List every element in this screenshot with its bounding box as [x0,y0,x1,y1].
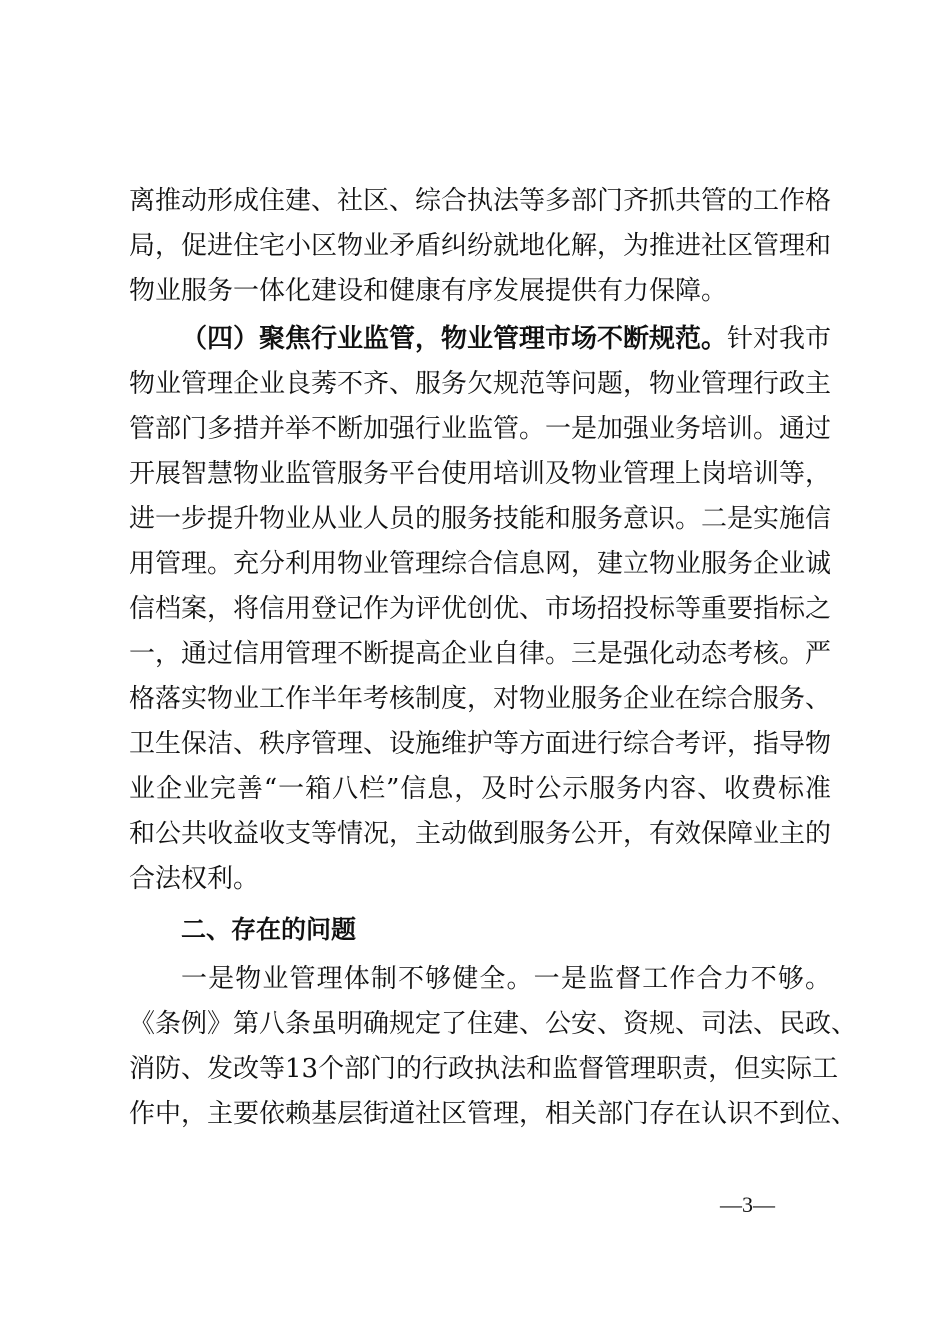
section-four-line-5: 进一步提升物业从业人员的服务技能和服务意识。二是实施信 [129,504,832,534]
issues-line-1: 一是物业管理体制不够健全。一是监督工作合力不够。 [181,964,831,994]
section-four-line-1 [181,318,831,360]
issues-line-2: 《条例》第八条虽明确规定了住建、公安、资规、司法、民政、 [129,1009,858,1039]
section-four-line-4: 开展智慧物业监管服务平台使用培训及物业管理上岗培训等， [129,459,832,489]
paragraph-line-3: 物业服务一体化建设和健康有序发展提供有力保障。 [129,276,728,306]
issues-line-4: 作中，主要依赖基层街道社区管理，相关部门存在认识不到位、 [129,1099,858,1129]
section-four-line-6: 用管理。充分利用物业管理综合信息网，建立物业服务企业诚 [129,549,832,579]
section-four-text-start: 针对我市 [727,324,832,354]
section-four-line-3: 管部门多措并举不断加强行业监管。一是加强业务培训。通过 [129,414,832,444]
paragraph-line-2: 局，促进住宅小区物业矛盾纠纷就地化解，为推进社区管理和 [129,231,832,261]
section-four-line-2: 物业管理企业良莠不齐、服务欠规范等问题，物业管理行政主 [129,369,832,399]
section-heading-issues: 二、存在的问题 [181,915,357,944]
section-four-title: （四）聚焦行业监管，物业管理市场不断规范。 [181,324,728,354]
page-number: —3— [720,1192,775,1217]
paragraph-line-1: 离推动形成住建、社区、综合执法等多部门齐抓共管的工作格 [129,186,832,216]
section-four-line-7: 信档案，将信用登记作为评优创优、市场招投标等重要指标之 [129,594,832,624]
section-four-line-12: 和公共收益收支等情况，主动做到服务公开，有效保障业主的 [129,819,832,849]
issues-line-3: 消防、发改等13个部门的行政执法和监督管理职责，但实际工 [129,1054,839,1084]
section-four-line-11: 业企业完善“一箱八栏”信息，及时公示服务内容、收费标准 [129,774,831,804]
section-four-line-8: 一，通过信用管理不断提高企业自律。三是强化动态考核。严 [129,639,832,669]
section-four-line-13: 合法权利。 [129,864,260,894]
section-four-line-9: 格落实物业工作半年考核制度，对物业服务企业在综合服务、 [129,684,832,714]
section-four-line-10: 卫生保洁、秩序管理、设施维护等方面进行综合考评，指导物 [129,729,832,759]
